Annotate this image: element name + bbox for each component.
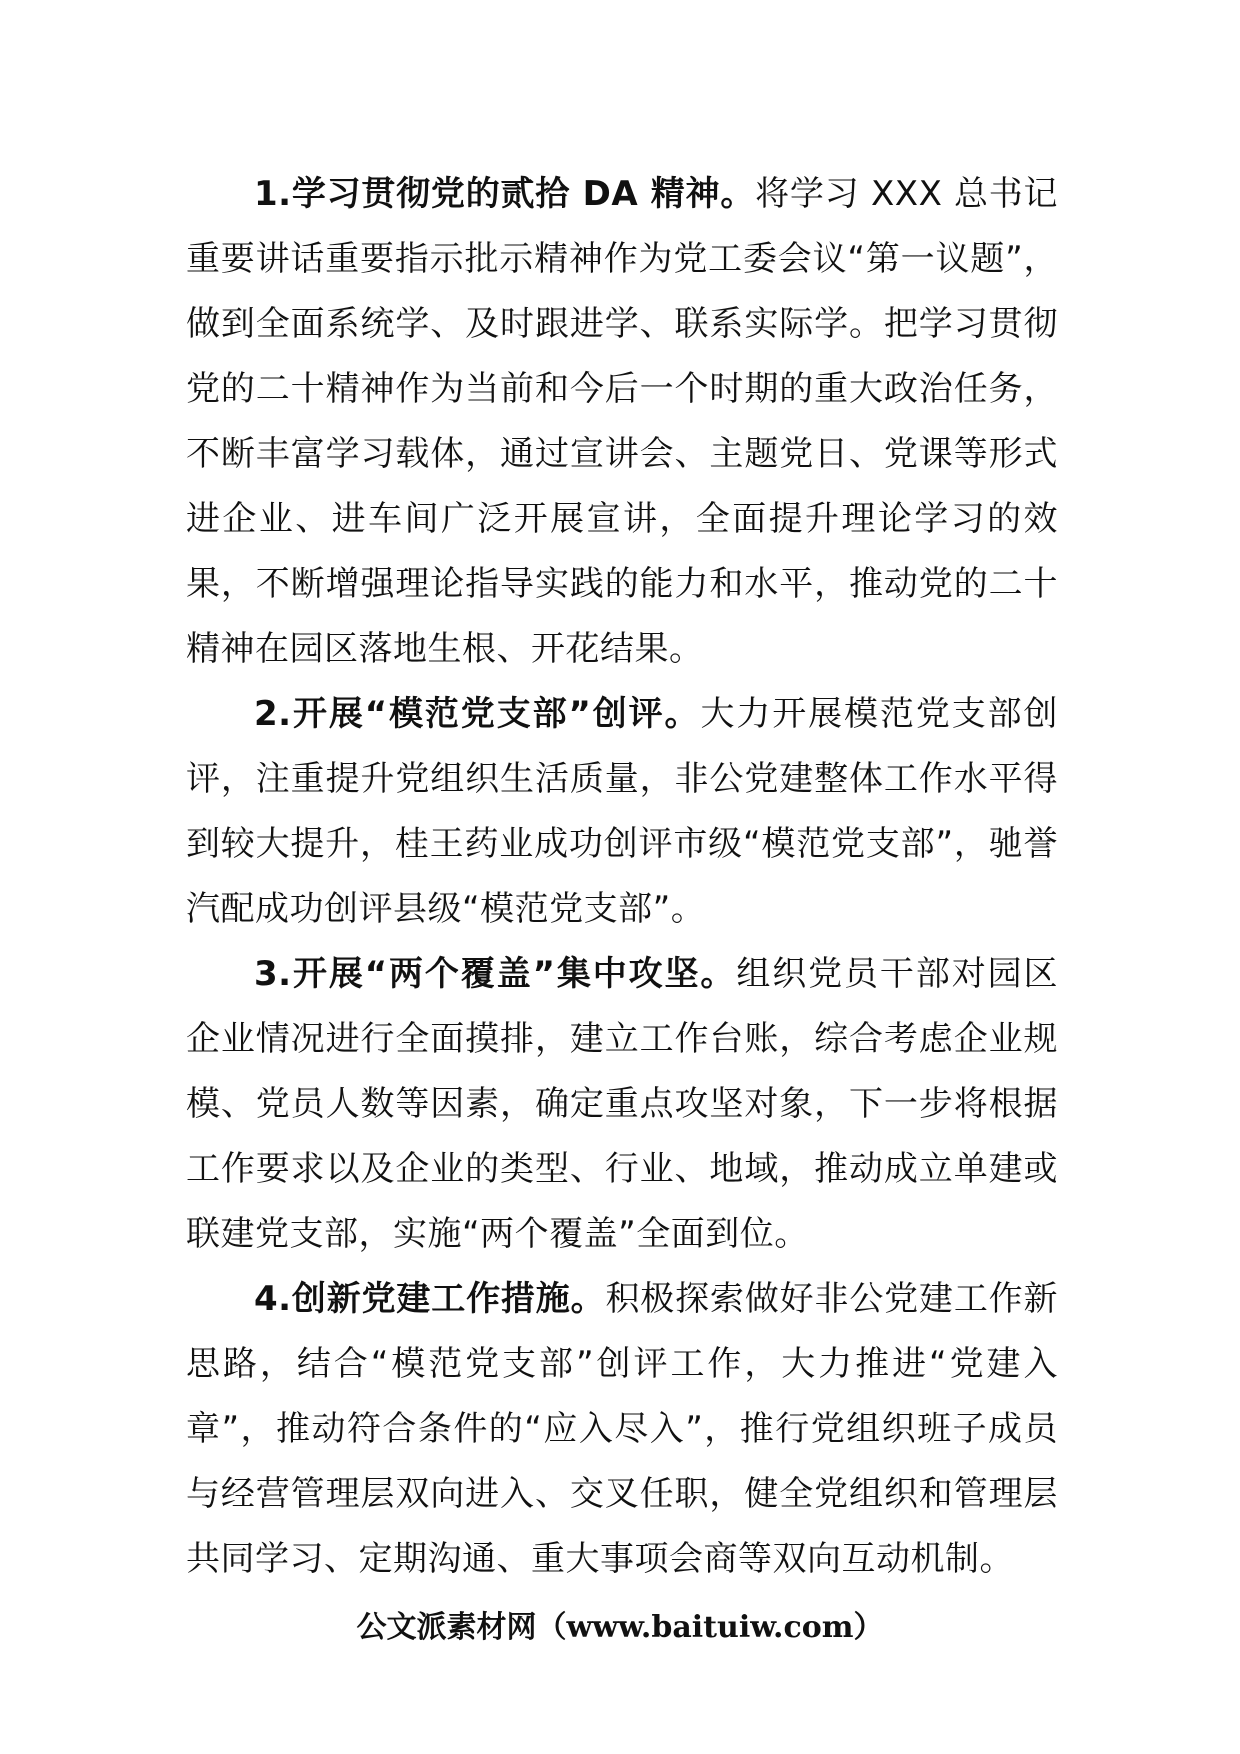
paragraph-lead: 2.开展“模范党支部”创评。 xyxy=(254,694,701,734)
page-footer-source: 公文派素材网（www.baituiw.com） xyxy=(356,1610,884,1645)
paragraph-lead: 3.开展“两个覆盖”集中攻坚。 xyxy=(254,954,737,994)
paragraph-lead: 4.创新党建工作措施。 xyxy=(254,1279,606,1319)
paragraph-text: 组织党员干部对园区企业情况进行全面摸排，建立工作台账，综合考虑企业规模、党员人数等因素，确定重点攻坚对象，下一步将根据工作要求以及企业的类型、行业、地域，推动成立单建或联建党支部，实施“两个覆盖”全面到位。 xyxy=(186,954,1059,1254)
document-body xyxy=(186,162,1058,1592)
paragraph-lead: 1.学习贯彻党的贰拾 DA 精神。 xyxy=(254,174,756,214)
paragraph-text: 积极探索做好非公党建工作新思路，结合“模范党支部”创评工作，大力推进“党建入章”，推动符合条件的“应入尽入”，推行党组织班子成员与经营管理层双向进入、交叉任职，健全党组织和管理层共同学习、定期沟通、重大事项会商等双向互动机制。 xyxy=(186,1279,1059,1579)
paragraph-text: 大力开展模范党支部创评，注重提升党组织生活质量，非公党建整体工作水平得到较大提升，桂王药业成功创评市级“模范党支部”，驰誉汽配成功创评县级“模范党支部”。 xyxy=(186,694,1059,929)
paragraph-model-branch xyxy=(186,682,1058,942)
paragraph-innovation xyxy=(186,1267,1058,1592)
paragraph-study-spirit xyxy=(186,162,1058,682)
paragraph-two-coverage xyxy=(186,942,1058,1267)
paragraph-text: 将学习 XXX 总书记重要讲话重要指示批示精神作为党工委会议“第一议题”，做到全面系统学、及时跟进学、联系实际学。把学习贯彻党的二十精神作为当前和今后一个时期的重大政治任务，不断丰富学习载体，通过宣讲会、主题党日、党课等形式进企业、进车间广泛开展宣讲，全面提升理论学习的效果，不断增强理论指导实践的能力和水平，推动党的二十精神在园区落地生根、开花结果。 xyxy=(186,174,1058,669)
